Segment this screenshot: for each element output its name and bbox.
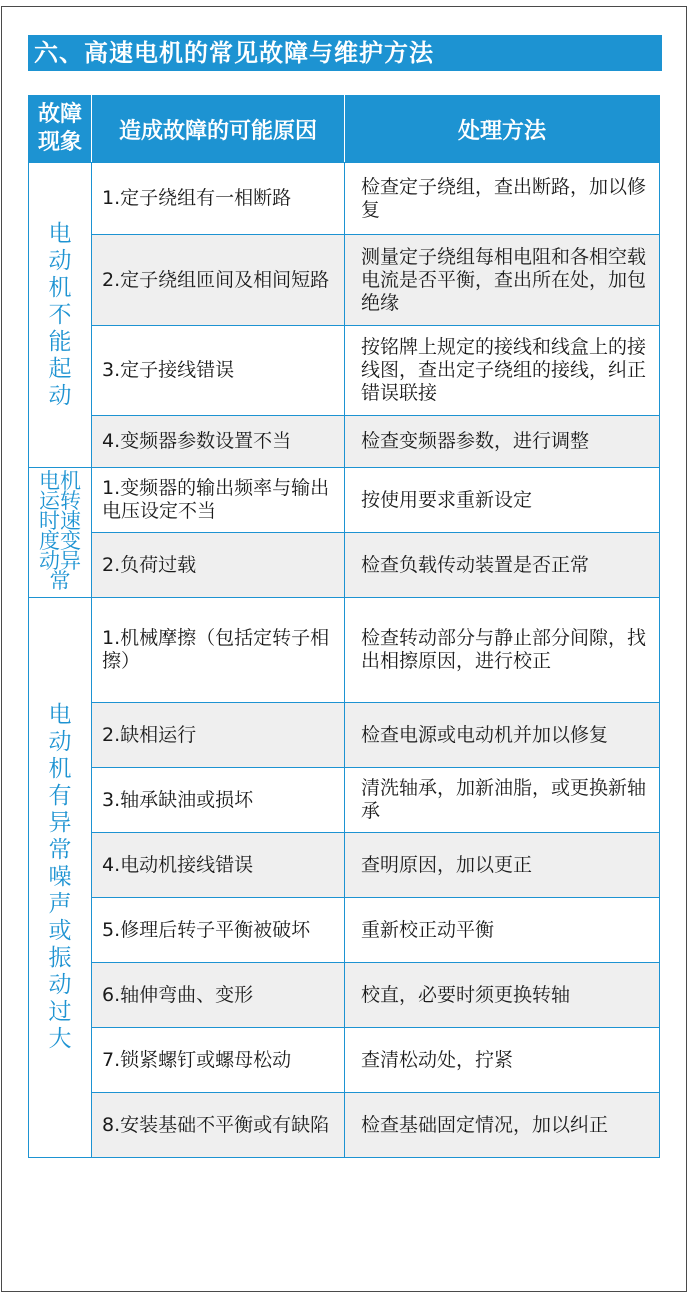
header-cause: 造成故障的可能原因 <box>92 96 345 163</box>
cause-cell: 2.定子绕组匝间及相间短路 <box>92 235 345 326</box>
table-row <box>29 768 660 833</box>
method-cell: 按使用要求重新设定 <box>345 468 660 533</box>
cause-cell: 2.缺相运行 <box>92 703 345 768</box>
cause-cell: 3.定子接线错误 <box>92 326 345 416</box>
symptom-label: 电动机不能起动 <box>48 220 72 409</box>
method-cell: 检查负载传动装置是否正常 <box>345 533 660 598</box>
method-cell: 重新校正动平衡 <box>345 898 660 963</box>
table-row <box>29 468 660 533</box>
table-row <box>29 898 660 963</box>
cause-cell: 1.机械摩擦（包括定转子相擦） <box>92 598 345 703</box>
cause-cell: 8.安装基础不平衡或有缺陷 <box>92 1093 345 1158</box>
table-row <box>29 416 660 468</box>
method-cell: 清洗轴承，加新油脂，或更换新轴承 <box>345 768 660 833</box>
symptom-cell <box>29 468 92 598</box>
header-method: 处理方法 <box>345 96 660 163</box>
symptom-cell <box>29 163 92 468</box>
table-row <box>29 598 660 703</box>
cause-cell: 3.轴承缺油或损坏 <box>92 768 345 833</box>
cause-cell: 7.锁紧螺钉或螺母松动 <box>92 1028 345 1093</box>
method-cell: 检查定子绕组，查出断路，加以修复 <box>345 163 660 235</box>
cause-cell: 6.轴伸弯曲、变形 <box>92 963 345 1028</box>
fault-table <box>28 95 660 1158</box>
table-row <box>29 963 660 1028</box>
method-cell: 查清松动处，拧紧 <box>345 1028 660 1093</box>
table-row <box>29 235 660 326</box>
cause-cell: 2.负荷过载 <box>92 533 345 598</box>
table-row <box>29 533 660 598</box>
cause-cell: 1.变频器的输出频率与输出电压设定不当 <box>92 468 345 533</box>
method-cell: 检查变频器参数，进行调整 <box>345 416 660 468</box>
method-cell: 检查转动部分与静止部分间隙，找出相擦原因，进行校正 <box>345 598 660 703</box>
symptom-label: 电动机有异常噪声或振动过大 <box>48 702 72 1052</box>
table-row <box>29 163 660 235</box>
method-cell: 检查电源或电动机并加以修复 <box>345 703 660 768</box>
symptom-label: 电机运转时速度变动异常 <box>39 469 81 593</box>
cause-cell: 4.电动机接线错误 <box>92 833 345 898</box>
table-row <box>29 1028 660 1093</box>
table-header-row <box>29 96 660 163</box>
symptom-cell <box>29 598 92 1158</box>
table-row <box>29 833 660 898</box>
method-cell: 查明原因，加以更正 <box>345 833 660 898</box>
method-cell: 检查基础固定情况，加以纠正 <box>345 1093 660 1158</box>
table-row <box>29 326 660 416</box>
method-cell: 测量定子绕组每相电阻和各相空载电流是否平衡，查出所在处，加包绝缘 <box>345 235 660 326</box>
method-cell: 按铭牌上规定的接线和线盒上的接线图，查出定子绕组的接线，纠正错误联接 <box>345 326 660 416</box>
cause-cell: 1.定子绕组有一相断路 <box>92 163 345 235</box>
header-symptom: 故障现象 <box>29 96 92 163</box>
cause-cell: 4.变频器参数设置不当 <box>92 416 345 468</box>
section-title: 六、高速电机的常见故障与维护方法 <box>28 35 662 71</box>
cause-cell: 5.修理后转子平衡被破坏 <box>92 898 345 963</box>
method-cell: 校直，必要时须更换转轴 <box>345 963 660 1028</box>
table-row <box>29 703 660 768</box>
table-row <box>29 1093 660 1158</box>
